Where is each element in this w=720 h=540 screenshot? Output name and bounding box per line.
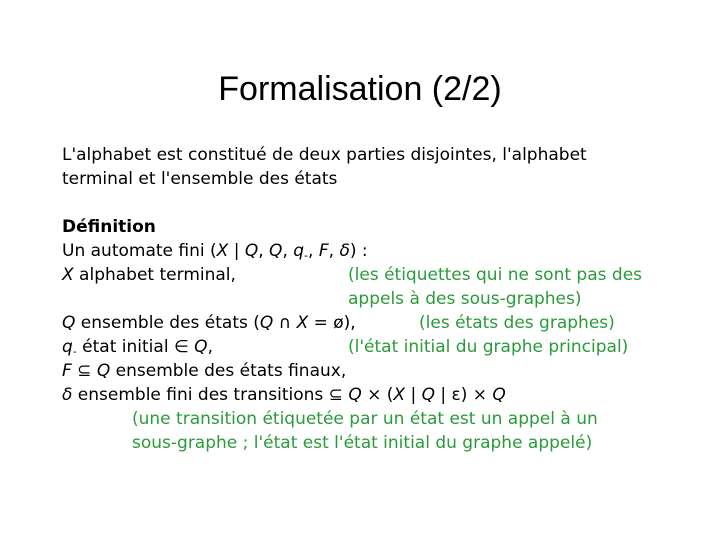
symbol-x: X [62, 265, 74, 285]
symbol-delta: δ [62, 385, 73, 405]
initial-state-line [62, 335, 213, 359]
symbol-f: F [62, 361, 72, 381]
symbol-x: X [393, 385, 406, 405]
intro-line-2: terminal et l'ensemble des états [62, 169, 338, 189]
text-segment: , [328, 241, 340, 261]
symbol-q: Q [492, 385, 506, 405]
text-segment: état initial ∈ [76, 337, 195, 357]
definition-heading: Définition [62, 217, 156, 237]
symbol-x: X [296, 313, 309, 333]
subscript: - [72, 345, 77, 358]
symbol-q: Q [244, 241, 259, 261]
text-segment: ensemble des états finaux, [110, 361, 347, 381]
symbol-x: X [216, 241, 229, 261]
initial-state-note: (l'état initial du graphe principal) [348, 337, 629, 357]
symbol-q: Q [194, 337, 208, 357]
subscript: - [304, 249, 309, 262]
text-segment: ∩ [273, 313, 297, 333]
automaton-tuple-line [62, 239, 368, 263]
symbol-q: Q [348, 385, 362, 405]
text-segment: ⊆ [71, 361, 97, 381]
symbol-q-initial: q [62, 337, 73, 357]
intro-line-1: L'alphabet est constitué de deux parties disjointes, l'alphabet [62, 145, 587, 165]
text-segment: , [258, 241, 270, 261]
symbol-q: Q [96, 361, 111, 381]
alphabet-note-2: appels à des sous-graphes) [348, 289, 582, 309]
alphabet-note-1: (les étiquettes qui ne sont pas des [348, 265, 643, 285]
text-segment: × ( [361, 385, 394, 405]
symbol-delta: δ [339, 241, 350, 261]
text-segment: , [207, 337, 213, 357]
states-line [62, 311, 356, 335]
symbol-f: F [318, 241, 329, 261]
alphabet-line [62, 263, 236, 287]
symbol-q: Q [259, 313, 274, 333]
symbol-q: Q [62, 313, 76, 333]
symbol-q: Q [269, 241, 283, 261]
transition-note-2: sous-graphe ; l'état est l'état initial du graphe appelé) [132, 433, 593, 453]
text-segment: | ε) × [435, 385, 493, 405]
text-segment: ensemble des états ( [75, 313, 260, 333]
transition-note-1: (une transition étiquetée par un état est un appel à un [132, 409, 598, 429]
symbol-q: Q [421, 385, 435, 405]
text-segment: , [282, 241, 294, 261]
states-note: (les états des graphes) [419, 313, 615, 333]
text-segment: ensemble fini des transitions ⊆ [72, 385, 349, 405]
text-segment: = ø), [308, 313, 356, 333]
text-segment: | [405, 385, 422, 405]
text-segment: , [308, 241, 319, 261]
text-segment: Un automate fini ( [62, 241, 217, 261]
slide-title: Formalisation (2/2) [218, 70, 502, 108]
text-segment: alphabet terminal, [73, 265, 236, 285]
text-segment: | [228, 241, 245, 261]
final-states-line [62, 359, 346, 383]
text-segment: ) : [349, 241, 368, 261]
transitions-line [62, 383, 506, 407]
symbol-q-initial: q [293, 241, 305, 261]
